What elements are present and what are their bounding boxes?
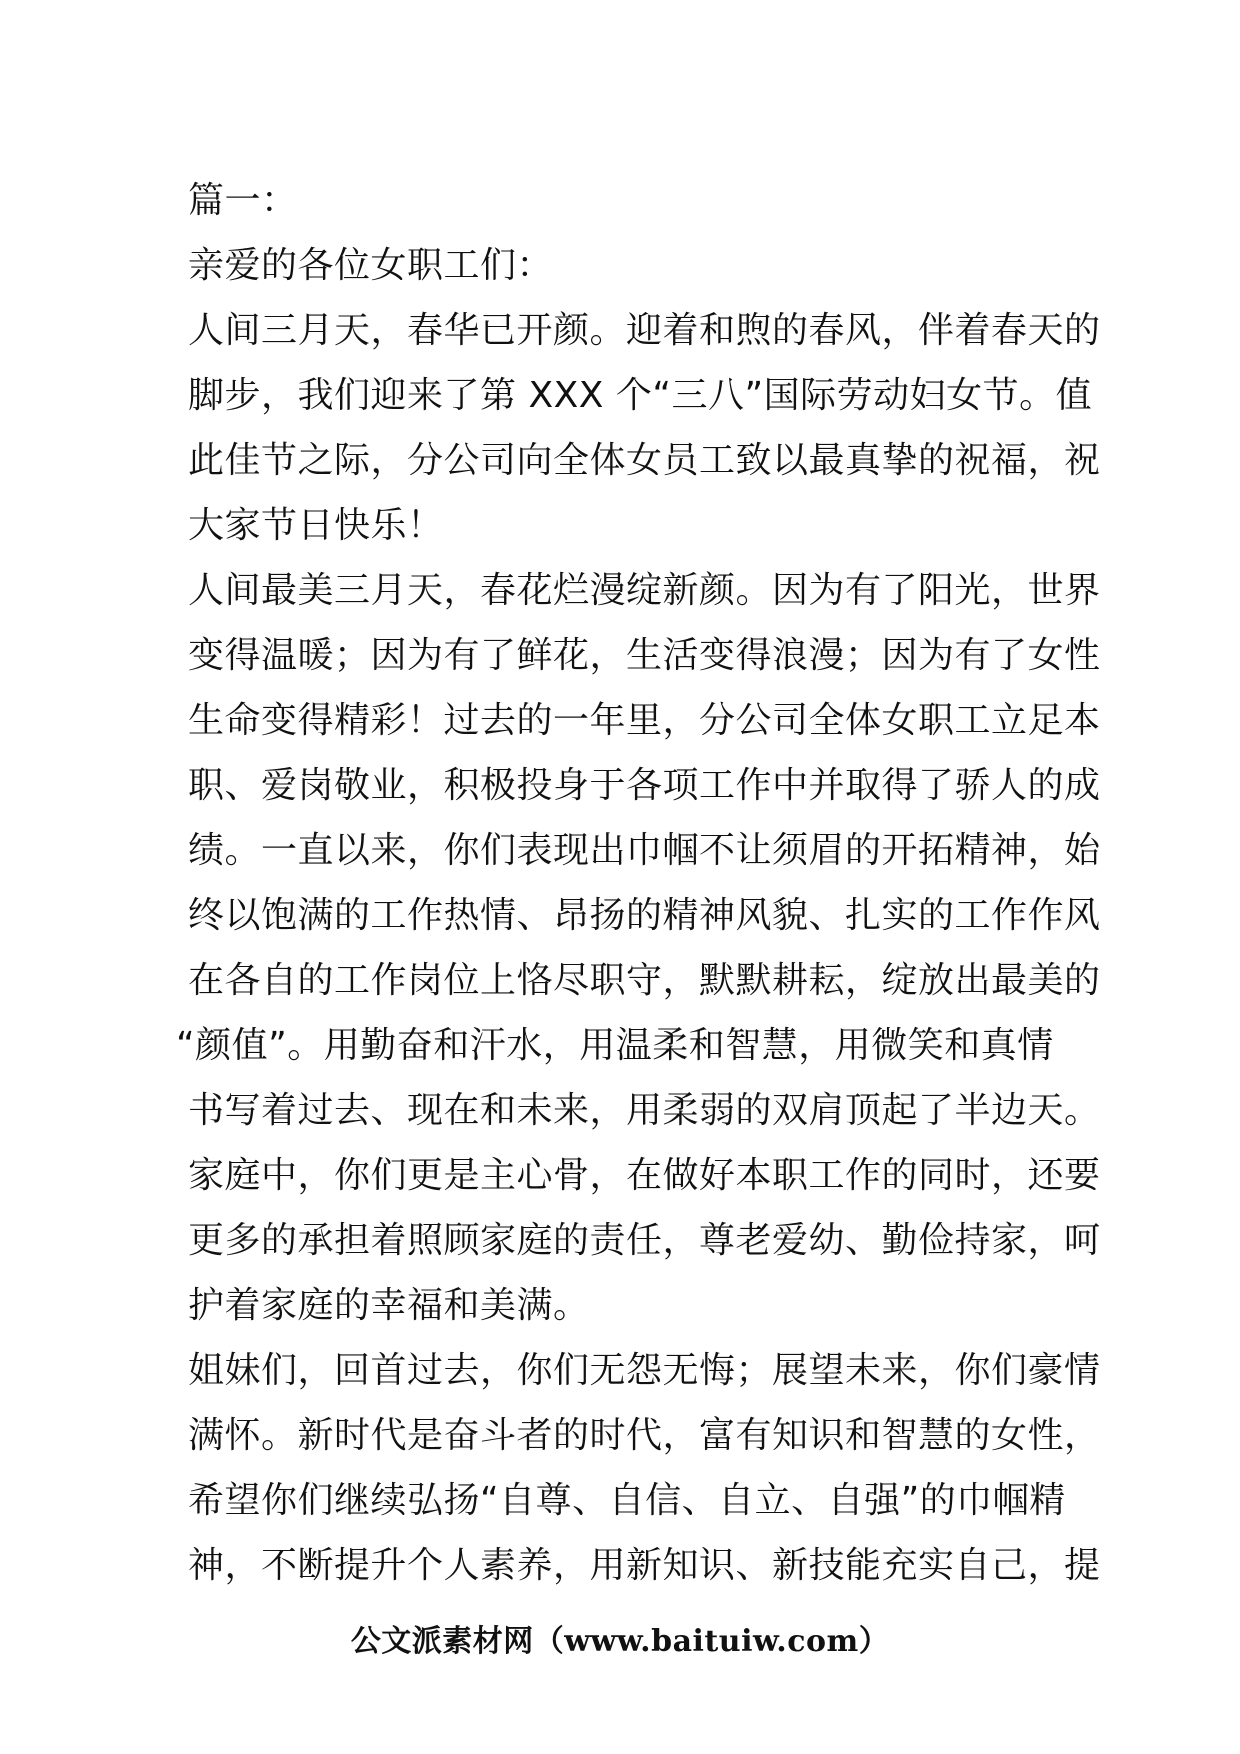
salutation: 亲爱的各位女职工们： <box>188 245 554 286</box>
text-line: 书写着过去、现在和未来，用柔弱的双肩顶起了半边天。 <box>188 1090 1101 1131</box>
text-line: 脚步，我们迎来了第 XXX 个“三八”国际劳动妇女节。值 <box>188 375 1093 416</box>
text-line: 人间三月天，春华已开颜。迎着和煦的春风，伴着春天的 <box>188 310 1101 351</box>
text-line: “颜值”。用勤奋和汗水，用温柔和智慧，用微笑和真情 <box>176 1025 1054 1066</box>
text-line: 变得温暖；因为有了鲜花，生活变得浪漫；因为有了女性 <box>188 635 1101 676</box>
text-line: 职、爱岗敬业，积极投身于各项工作中并取得了骄人的成 <box>188 765 1101 806</box>
document-body <box>176 168 1101 1598</box>
text-line: 希望你们继续弘扬“自尊、自信、自立、自强”的巾帼精 <box>188 1480 1066 1521</box>
page-footer: 公文派素材网（www.baituiw.com） <box>350 1624 890 1659</box>
text-line: 终以饱满的工作热情、昂扬的精神风貌、扎实的工作作风 <box>188 895 1101 936</box>
text-line: 人间最美三月天，春花烂漫绽新颜。因为有了阳光，世界 <box>188 570 1101 611</box>
section-heading: 篇一： <box>188 180 298 221</box>
text-line: 此佳节之际，分公司向全体女员工致以最真挚的祝福，祝 <box>188 440 1101 481</box>
text-line: 大家节日快乐！ <box>188 505 444 546</box>
text-line: 生命变得精彩！过去的一年里，分公司全体女职工立足本 <box>188 700 1101 741</box>
text-line: 姐妹们，回首过去，你们无怨无悔；展望未来，你们豪情 <box>188 1350 1101 1391</box>
text-line: 护着家庭的幸福和美满。 <box>188 1285 590 1326</box>
text-line: 在各自的工作岗位上恪尽职守，默默耕耘，绽放出最美的 <box>188 960 1101 1001</box>
text-line: 家庭中，你们更是主心骨，在做好本职工作的同时，还要 <box>188 1155 1101 1196</box>
text-line: 更多的承担着照顾家庭的责任，尊老爱幼、勤俭持家，呵 <box>188 1220 1101 1261</box>
text-line: 满怀。新时代是奋斗者的时代，富有知识和智慧的女性， <box>188 1415 1101 1456</box>
text-line: 绩。一直以来，你们表现出巾帼不让须眉的开拓精神，始 <box>188 830 1101 871</box>
text-line: 神，不断提升个人素养，用新知识、新技能充实自己，提 <box>188 1545 1101 1586</box>
